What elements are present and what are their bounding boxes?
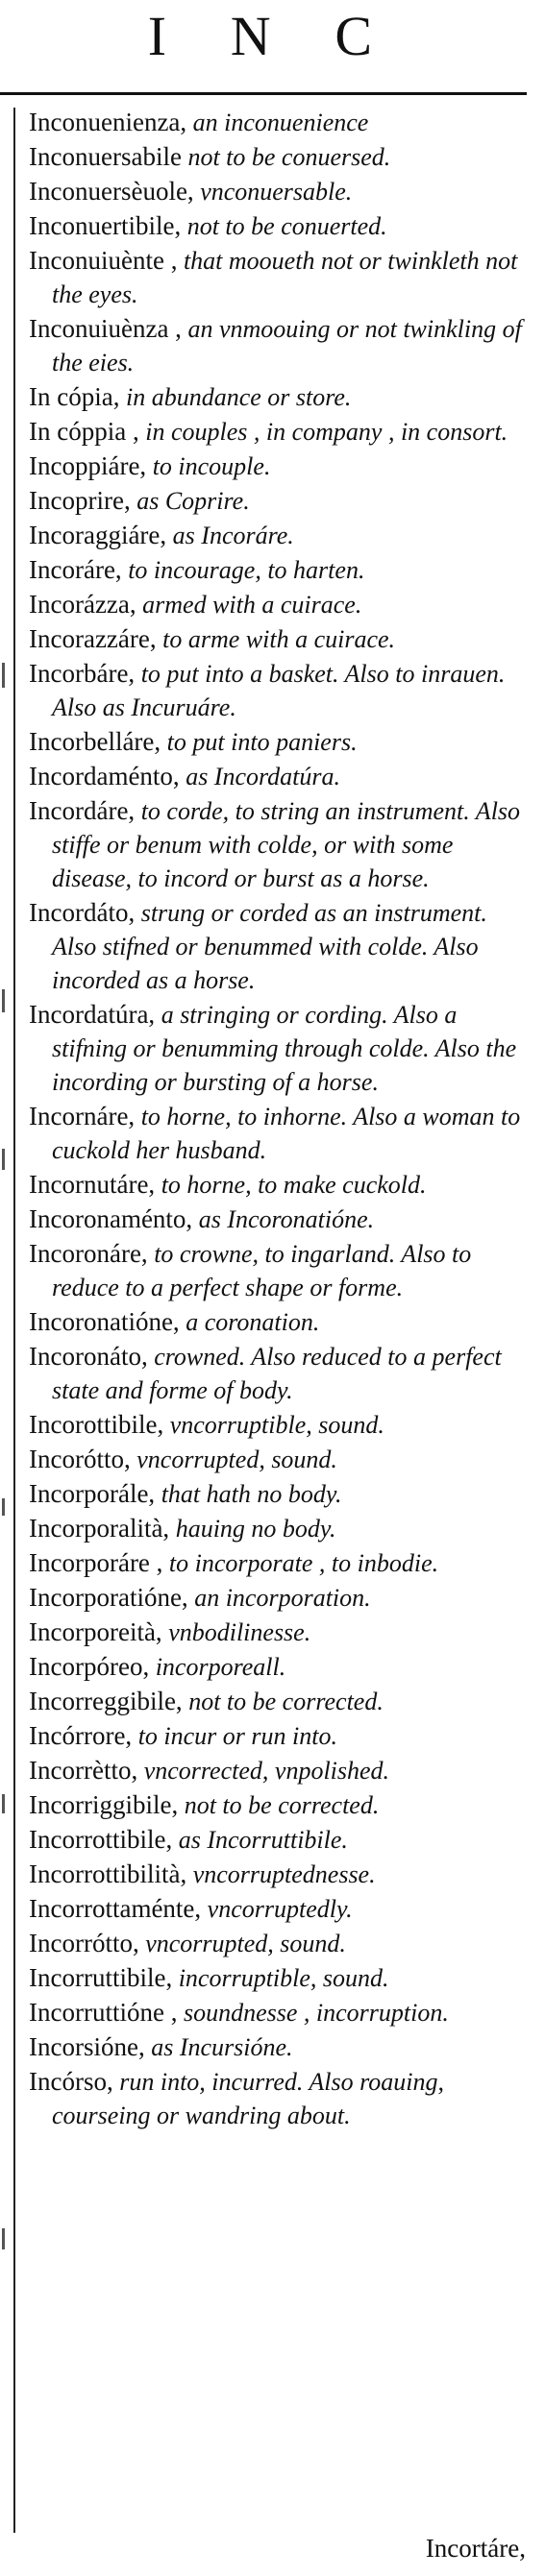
entry-definition: as Incordatúra. bbox=[179, 763, 340, 790]
entry-definition: to put into paniers. bbox=[161, 728, 358, 756]
entry-headword: Incorruttióne , bbox=[29, 1998, 178, 2027]
dictionary-entry bbox=[29, 760, 536, 793]
entry-headword: Incorrottaménte, bbox=[29, 1894, 202, 1923]
entry-headword: Inconuertibile, bbox=[29, 211, 182, 240]
entry-definition: vnconuersable. bbox=[193, 178, 353, 206]
entry-headword: Incoronatióne, bbox=[29, 1307, 180, 1336]
entry-definition: vncorrupted, sound. bbox=[130, 1446, 337, 1473]
entry-definition: that hath no body. bbox=[155, 1480, 342, 1508]
dictionary-entry bbox=[29, 896, 536, 997]
entry-headword: Incoronáto, bbox=[29, 1342, 148, 1371]
margin-mark bbox=[2, 1794, 5, 1813]
dictionary-entry bbox=[29, 998, 536, 1099]
entry-definition: to incorporate , to inbodie. bbox=[162, 1549, 439, 1577]
entry-definition: incorporeall. bbox=[149, 1653, 286, 1681]
dictionary-entry bbox=[29, 244, 536, 311]
dictionary-entry bbox=[29, 794, 536, 895]
margin-mark bbox=[2, 1149, 5, 1170]
dictionary-entry bbox=[29, 312, 536, 379]
dictionary-entry bbox=[29, 553, 536, 587]
dictionary-entry bbox=[29, 1616, 536, 1649]
entry-definition: an vnmoouing or not twinkling of the eies. bbox=[52, 315, 522, 377]
dictionary-entry bbox=[29, 1443, 536, 1476]
dictionary-entry bbox=[29, 1203, 536, 1236]
entry-headword: Incorporeità, bbox=[29, 1617, 162, 1646]
entry-definition: armed with a cuirace. bbox=[136, 591, 362, 619]
entry-headword: Incorótto, bbox=[29, 1445, 131, 1473]
dictionary-entry bbox=[29, 175, 536, 208]
entry-headword: Inconuenienza, bbox=[29, 108, 187, 136]
entry-definition: an inconuenience bbox=[186, 109, 369, 136]
entry-headword: Incordaménto, bbox=[29, 762, 180, 790]
entry-definition: that mooueth not or twinkleth not the eyes. bbox=[52, 247, 518, 308]
entry-headword: In cóppia , bbox=[29, 417, 139, 446]
entry-definition: run into, incurred. Also roauing, courseing or wandring about. bbox=[52, 2068, 445, 2129]
entry-headword: Incórrore, bbox=[29, 1721, 133, 1750]
entry-definition: to incouple. bbox=[146, 452, 271, 480]
dictionary-entry bbox=[29, 1996, 536, 2029]
entry-headword: Inconuersabile bbox=[29, 142, 182, 171]
dictionary-entry bbox=[29, 622, 536, 656]
entry-definition: as Incursióne. bbox=[144, 2033, 293, 2061]
margin-mark bbox=[2, 989, 5, 1012]
entry-definition: incorruptible, sound. bbox=[172, 1964, 389, 1992]
entry-definition: as Incoráre. bbox=[166, 522, 294, 549]
column-rule bbox=[13, 108, 15, 2533]
entry-definition: soundnesse , incorruption. bbox=[177, 1999, 449, 2027]
entry-definition: crowned. Also reduced to a perfect state and forme of body. bbox=[52, 1343, 502, 1404]
dictionary-entry bbox=[29, 1340, 536, 1407]
entry-headword: Incorrottibile, bbox=[29, 1825, 173, 1854]
margin-mark bbox=[2, 1498, 5, 1516]
entry-headword: Inconuiuènte , bbox=[29, 246, 178, 275]
dictionary-entry bbox=[29, 1168, 536, 1202]
dictionary-entry bbox=[29, 1788, 536, 1822]
entry-definition: as Coprire. bbox=[130, 487, 250, 515]
dictionary-entry bbox=[29, 1892, 536, 1926]
entry-headword: Incordáre, bbox=[29, 796, 136, 825]
dictionary-entry bbox=[29, 1581, 536, 1615]
entry-definition: in abundance or store. bbox=[119, 383, 352, 411]
entry-headword: Incorottibile, bbox=[29, 1410, 164, 1439]
entry-definition: an incorporation. bbox=[187, 1584, 371, 1612]
dictionary-entry bbox=[29, 1546, 536, 1580]
dictionary-entry bbox=[29, 588, 536, 621]
dictionary-entry bbox=[29, 1408, 536, 1442]
entry-headword: Incorporále, bbox=[29, 1479, 156, 1508]
entry-headword: Incoráre, bbox=[29, 555, 122, 584]
entry-definition: hauing no body. bbox=[169, 1515, 336, 1543]
entry-definition: to crowne, to ingarland. Also to reduce to a perfect shape or forme. bbox=[52, 1240, 472, 1301]
catchword: Incortáre, bbox=[425, 2534, 526, 2563]
entry-definition: to arme with a cuirace. bbox=[156, 625, 396, 653]
dictionary-entry bbox=[29, 2065, 536, 2132]
dictionary-entry bbox=[29, 1685, 536, 1718]
entry-headword: Incorsióne, bbox=[29, 2032, 145, 2061]
dictionary-entry bbox=[29, 2030, 536, 2064]
entry-headword: Incoppiáre, bbox=[29, 451, 147, 480]
margin-mark bbox=[2, 663, 5, 688]
header-rule bbox=[0, 92, 527, 95]
entry-headword: Incorporáre , bbox=[29, 1548, 163, 1577]
entry-definition: as Incorruttibile. bbox=[172, 1826, 348, 1854]
entry-headword: Incoronaménto, bbox=[29, 1204, 193, 1233]
dictionary-entry bbox=[29, 1719, 536, 1753]
dictionary-entry bbox=[29, 1237, 536, 1304]
entry-headword: Incorpóreo, bbox=[29, 1652, 150, 1681]
entry-definition: a stringing or cording. Also a stifning or benumming through colde. Also the incording or bursting of a horse. bbox=[52, 1001, 517, 1096]
entry-headword: Inconuiuènza , bbox=[29, 314, 182, 343]
entry-headword: Incorruttibile, bbox=[29, 1963, 173, 1992]
entry-definition: to incur or run into. bbox=[132, 1722, 337, 1750]
entry-headword: Incornáre, bbox=[29, 1102, 136, 1130]
entry-headword: Incorbelláre, bbox=[29, 727, 161, 756]
dictionary-entry bbox=[29, 106, 536, 139]
dictionary-entry bbox=[29, 657, 536, 724]
entry-headword: Incorriggibile, bbox=[29, 1790, 179, 1819]
entry-definition: vncorruptednesse. bbox=[186, 1860, 376, 1888]
entry-headword: Incoprire, bbox=[29, 486, 131, 515]
entry-definition: vncorrupted, sound. bbox=[138, 1930, 346, 1957]
entry-definition: as Incoronatióne. bbox=[192, 1205, 375, 1233]
dictionary-entry bbox=[29, 450, 536, 483]
entry-definition: to incourage, to harten. bbox=[121, 556, 365, 584]
dictionary-entry bbox=[29, 1754, 536, 1787]
dictionary-entry bbox=[29, 1858, 536, 1891]
dictionary-entry bbox=[29, 415, 536, 449]
dictionary-entry bbox=[29, 519, 536, 552]
entry-definition: vncorruptible, sound. bbox=[163, 1411, 384, 1439]
dictionary-entry bbox=[29, 140, 536, 174]
entry-definition: a coronation. bbox=[179, 1308, 320, 1336]
dictionary-entry bbox=[29, 484, 536, 518]
margin-mark bbox=[2, 2228, 5, 2249]
entry-headword: Incorporatióne, bbox=[29, 1583, 188, 1612]
dictionary-entry bbox=[29, 1305, 536, 1339]
entry-headword: Incorrótto, bbox=[29, 1929, 139, 1957]
entry-definition: not to be conuersed. bbox=[181, 143, 391, 171]
entry-definition: not to be corrected. bbox=[178, 1791, 380, 1819]
entry-headword: Incorazzáre, bbox=[29, 624, 157, 653]
dictionary-entry bbox=[29, 1100, 536, 1167]
entry-headword: Incorrottibilità, bbox=[29, 1859, 187, 1888]
entry-headword: Incórso, bbox=[29, 2067, 113, 2096]
entry-headword: Incornutáre, bbox=[29, 1170, 156, 1199]
dictionary-entry bbox=[29, 1961, 536, 1995]
entry-headword: Incorporalità, bbox=[29, 1514, 170, 1543]
dictionary-entry bbox=[29, 209, 536, 243]
entry-headword: Incorázza, bbox=[29, 590, 136, 619]
entry-headword: Incorreggibile, bbox=[29, 1687, 183, 1715]
entry-definition: not to be conuerted. bbox=[181, 212, 387, 240]
entry-definition: vncorrected, vnpolished. bbox=[137, 1757, 390, 1785]
dictionary-entry bbox=[29, 1650, 536, 1684]
entry-headword: Incorrètto, bbox=[29, 1756, 138, 1785]
entry-definition: vncorruptedly. bbox=[201, 1895, 353, 1923]
entry-list bbox=[29, 106, 536, 2133]
entry-headword: Inconuersèuole, bbox=[29, 177, 194, 206]
dictionary-entry bbox=[29, 725, 536, 759]
entry-definition: to put into a basket. Also to inrauen. Also as Incuruáre. bbox=[52, 660, 506, 721]
entry-definition: to horne, to inhorne. Also a woman to cuckold her husband. bbox=[52, 1103, 521, 1164]
entry-definition: vnbodilinesse. bbox=[161, 1618, 311, 1646]
entry-definition: not to be corrected. bbox=[182, 1688, 384, 1715]
dictionary-entry bbox=[29, 1512, 536, 1545]
entry-definition: strung or corded as an instrument. Also stifned or benummed with colde. Also incorded as a horse. bbox=[52, 899, 487, 994]
dictionary-entry bbox=[29, 1477, 536, 1511]
entry-headword: Incorbáre, bbox=[29, 659, 136, 688]
dictionary-entry bbox=[29, 1823, 536, 1857]
dictionary-entry bbox=[29, 380, 536, 414]
running-head: I N C bbox=[147, 5, 398, 67]
entry-headword: In cópia, bbox=[29, 382, 120, 411]
dictionary-entry bbox=[29, 1927, 536, 1960]
entry-headword: Incoronáre, bbox=[29, 1239, 148, 1268]
entry-headword: Incordáto, bbox=[29, 898, 136, 927]
page-header bbox=[0, 0, 545, 96]
entry-definition: to corde, to string an instrument. Also stiffe or benum with colde, or with some disease, to incord or burst as a horse. bbox=[52, 797, 521, 892]
entry-definition: to horne, to make cuckold. bbox=[155, 1171, 427, 1199]
entry-definition: in couples , in company , in consort. bbox=[138, 418, 508, 446]
entry-headword: Incordatúra, bbox=[29, 1000, 156, 1029]
entry-headword: Incoraggiáre, bbox=[29, 521, 167, 549]
